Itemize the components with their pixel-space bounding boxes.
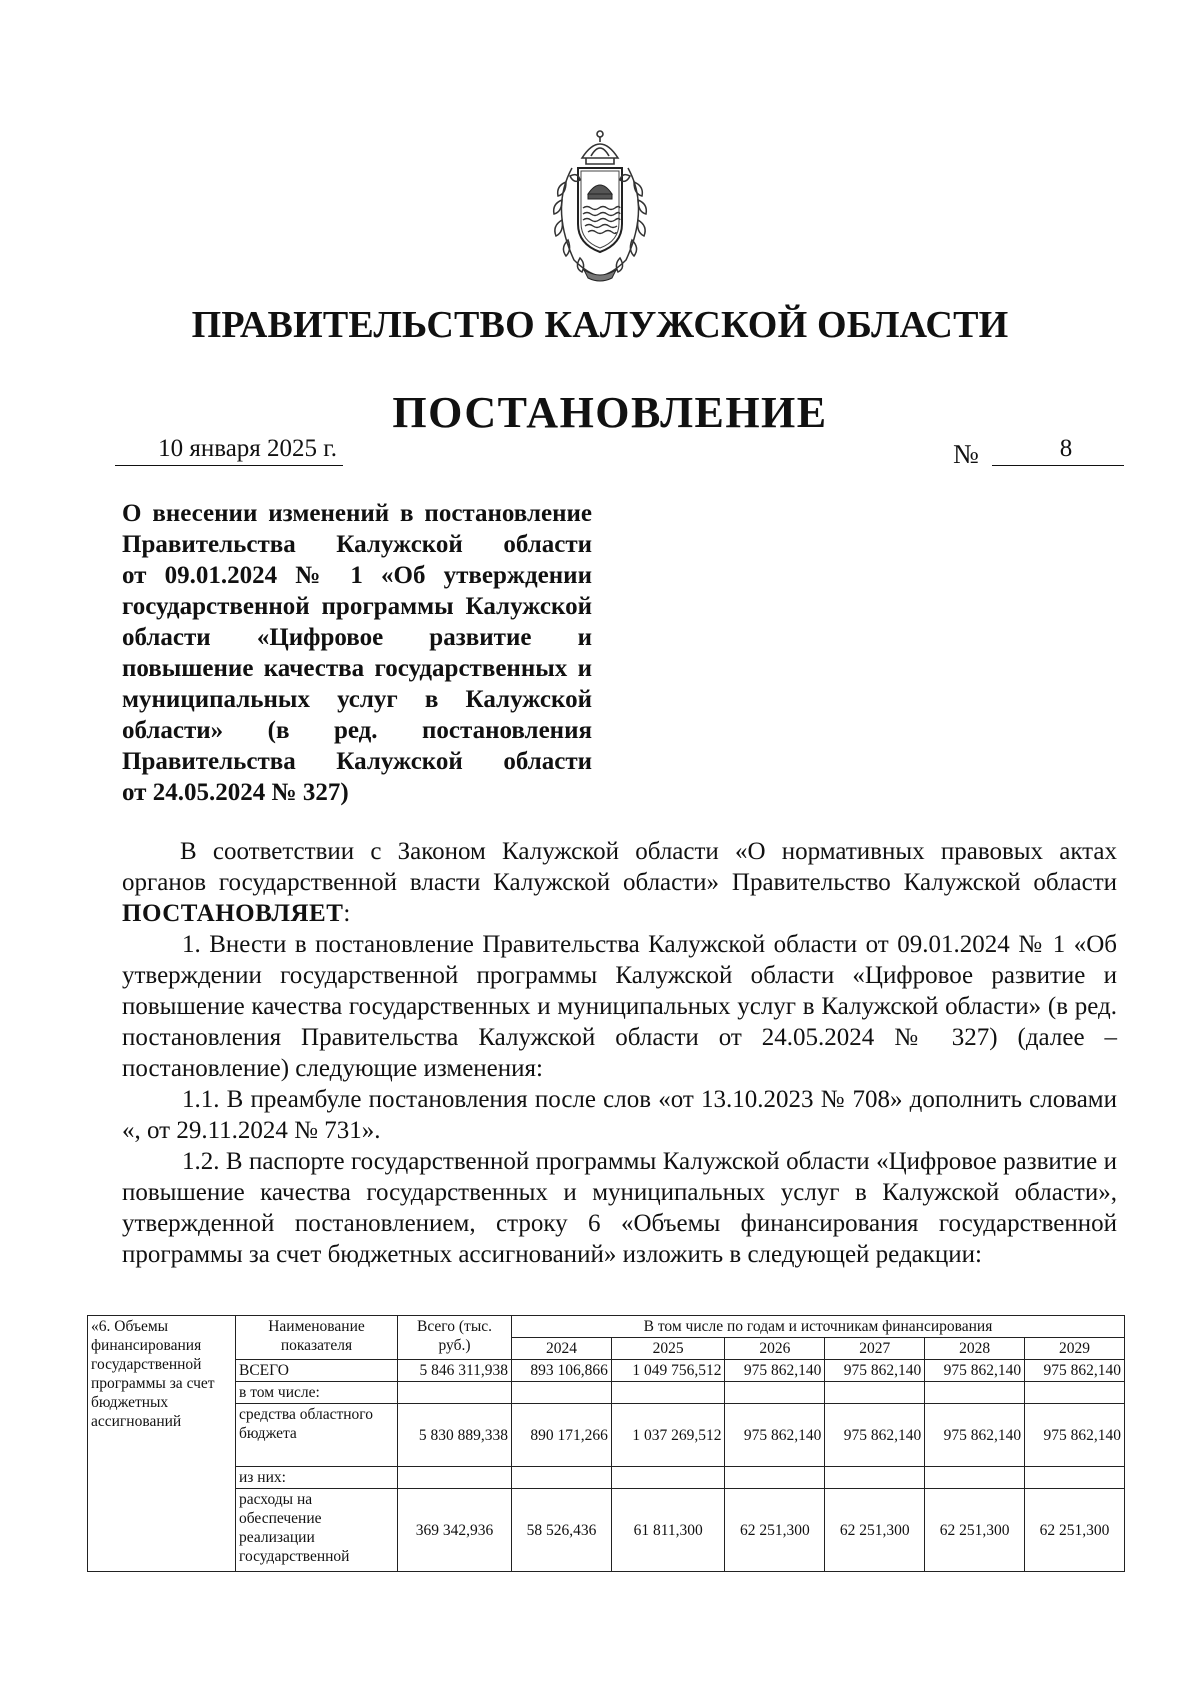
preamble-text: В соответствии с Законом Калужской области «О нормативных правовых актах органов государственной власти Калужской области» Правительство Калужской области bbox=[122, 838, 1117, 896]
row-value: 975 862,140 bbox=[825, 1404, 925, 1467]
table-header-row bbox=[88, 1316, 1125, 1338]
row-value bbox=[611, 1467, 725, 1489]
paragraph-item-1: 1. Внести в постановление Правительства Калужской области от 09.01.2024 № 1 «Об утверждении государственной программы Калужской области «Цифровое развитие и повышение качества государственных и муниципальных услуг в Калужской области» (в ред. постановления Правительства Калужской области от 24.05.2024 № 327) (далее – постановление) следующие изменения: bbox=[122, 931, 1117, 1082]
row-value: 62 251,300 bbox=[1025, 1489, 1125, 1572]
row-value bbox=[611, 1382, 725, 1404]
header-year: 2025 bbox=[611, 1338, 725, 1360]
row-value bbox=[825, 1382, 925, 1404]
resolves-keyword: ПОСТАНОВЛЯЕТ bbox=[122, 900, 344, 927]
table-row bbox=[88, 1382, 1125, 1404]
row-value bbox=[1025, 1467, 1125, 1489]
row-total bbox=[398, 1382, 512, 1404]
table-row bbox=[88, 1467, 1125, 1489]
subject-line: области «Цифровое развитие и bbox=[122, 624, 592, 651]
row-value bbox=[725, 1467, 825, 1489]
row-value: 1 037 269,512 bbox=[611, 1404, 725, 1467]
row-name: расходы на обеспечение реализации государственной bbox=[236, 1489, 398, 1572]
row-value bbox=[1025, 1382, 1125, 1404]
row-value bbox=[925, 1382, 1025, 1404]
header-year: 2024 bbox=[512, 1338, 612, 1360]
paragraph-item-1-2: 1.2. В паспорте государственной программы Калужской области «Цифровое развитие и повышение качества государственных и муниципальных услуг в Калужской области», утвержденной постановлением, строку 6 «Объемы финансирования государственной программы за счет бюджетных ассигнований» изложить в следующей редакции: bbox=[122, 1148, 1117, 1268]
row-value bbox=[512, 1467, 612, 1489]
row-total: 5 846 311,938 bbox=[398, 1360, 512, 1382]
row-value: 975 862,140 bbox=[825, 1360, 925, 1382]
subject-line: от 24.05.2024 № 327) bbox=[122, 779, 349, 806]
financing-table bbox=[87, 1315, 1125, 1572]
subject-line: Правительства Калужской области bbox=[122, 748, 592, 775]
subject-line: от 09.01.2024 № 1 «Об утверждении bbox=[122, 562, 592, 589]
header-year: 2027 bbox=[825, 1338, 925, 1360]
coat-of-arms-emblem bbox=[536, 128, 664, 284]
number-label: № bbox=[953, 439, 979, 469]
document-body bbox=[122, 836, 1117, 1270]
table-row bbox=[88, 1360, 1125, 1382]
row-value: 62 251,300 bbox=[725, 1489, 825, 1572]
header-year: 2029 bbox=[1025, 1338, 1125, 1360]
subject-line: повышение качества государственных и bbox=[122, 655, 592, 682]
row-value: 975 862,140 bbox=[1025, 1404, 1125, 1467]
row-value bbox=[512, 1382, 612, 1404]
row-value bbox=[725, 1382, 825, 1404]
header-name: Наименование показателя bbox=[236, 1316, 398, 1360]
row-value: 1 049 756,512 bbox=[611, 1360, 725, 1382]
document-type: ПОСТАНОВЛЕНИЕ bbox=[392, 388, 828, 437]
row-name: средства областного бюджета bbox=[236, 1404, 398, 1467]
row-name: в том числе: bbox=[236, 1382, 398, 1404]
row-name: из них: bbox=[236, 1467, 398, 1489]
document-subject bbox=[122, 498, 592, 808]
header-year: 2028 bbox=[925, 1338, 1025, 1360]
row-value: 58 526,436 bbox=[512, 1489, 612, 1572]
document-number: 8 bbox=[992, 433, 1124, 466]
row-total: 5 830 889,338 bbox=[398, 1404, 512, 1467]
subject-line: О внесении изменений в постановление bbox=[122, 500, 592, 527]
row-label-cell: «6. Объемы финансирования государственной программы за счет бюджетных ассигнований bbox=[88, 1316, 236, 1572]
row-value: 62 251,300 bbox=[925, 1489, 1025, 1572]
header-year: 2026 bbox=[725, 1338, 825, 1360]
row-value: 975 862,140 bbox=[925, 1360, 1025, 1382]
row-name: ВСЕГО bbox=[236, 1360, 398, 1382]
row-value: 62 251,300 bbox=[825, 1489, 925, 1572]
row-value: 975 862,140 bbox=[725, 1360, 825, 1382]
table-row bbox=[88, 1489, 1125, 1572]
row-value: 61 811,300 bbox=[611, 1489, 725, 1572]
subject-line: области» (в ред. постановления bbox=[122, 717, 592, 744]
preamble-colon: : bbox=[343, 900, 351, 927]
header-total: Всего (тыс. руб.) bbox=[398, 1316, 512, 1360]
row-value bbox=[925, 1467, 1025, 1489]
paragraph-item-1-1: 1.1. В преамбуле постановления после слов «от 13.10.2023 № 708» дополнить словами «, от 29.11.2024 № 731». bbox=[122, 1086, 1117, 1144]
subject-line: муниципальных услуг в Калужской bbox=[122, 686, 592, 713]
row-value: 975 862,140 bbox=[1025, 1360, 1125, 1382]
organization-title: ПРАВИТЕЛЬСТВО КАЛУЖСКОЙ ОБЛАСТИ bbox=[191, 304, 1009, 346]
row-value bbox=[825, 1467, 925, 1489]
row-total bbox=[398, 1467, 512, 1489]
row-value: 890 171,266 bbox=[512, 1404, 612, 1467]
row-value: 975 862,140 bbox=[725, 1404, 825, 1467]
row-value: 893 106,866 bbox=[512, 1360, 612, 1382]
document-date: 10 января 2025 г. bbox=[115, 433, 343, 466]
paragraph-preamble bbox=[122, 836, 1117, 929]
subject-line: государственной программы Калужской bbox=[122, 593, 592, 620]
table-row bbox=[88, 1404, 1125, 1467]
header-years-group: В том числе по годам и источникам финансирования bbox=[512, 1316, 1125, 1338]
subject-line: Правительства Калужской области bbox=[122, 531, 592, 558]
row-total: 369 342,936 bbox=[398, 1489, 512, 1572]
row-value: 975 862,140 bbox=[925, 1404, 1025, 1467]
kaluga-coat-of-arms-icon bbox=[536, 128, 664, 284]
